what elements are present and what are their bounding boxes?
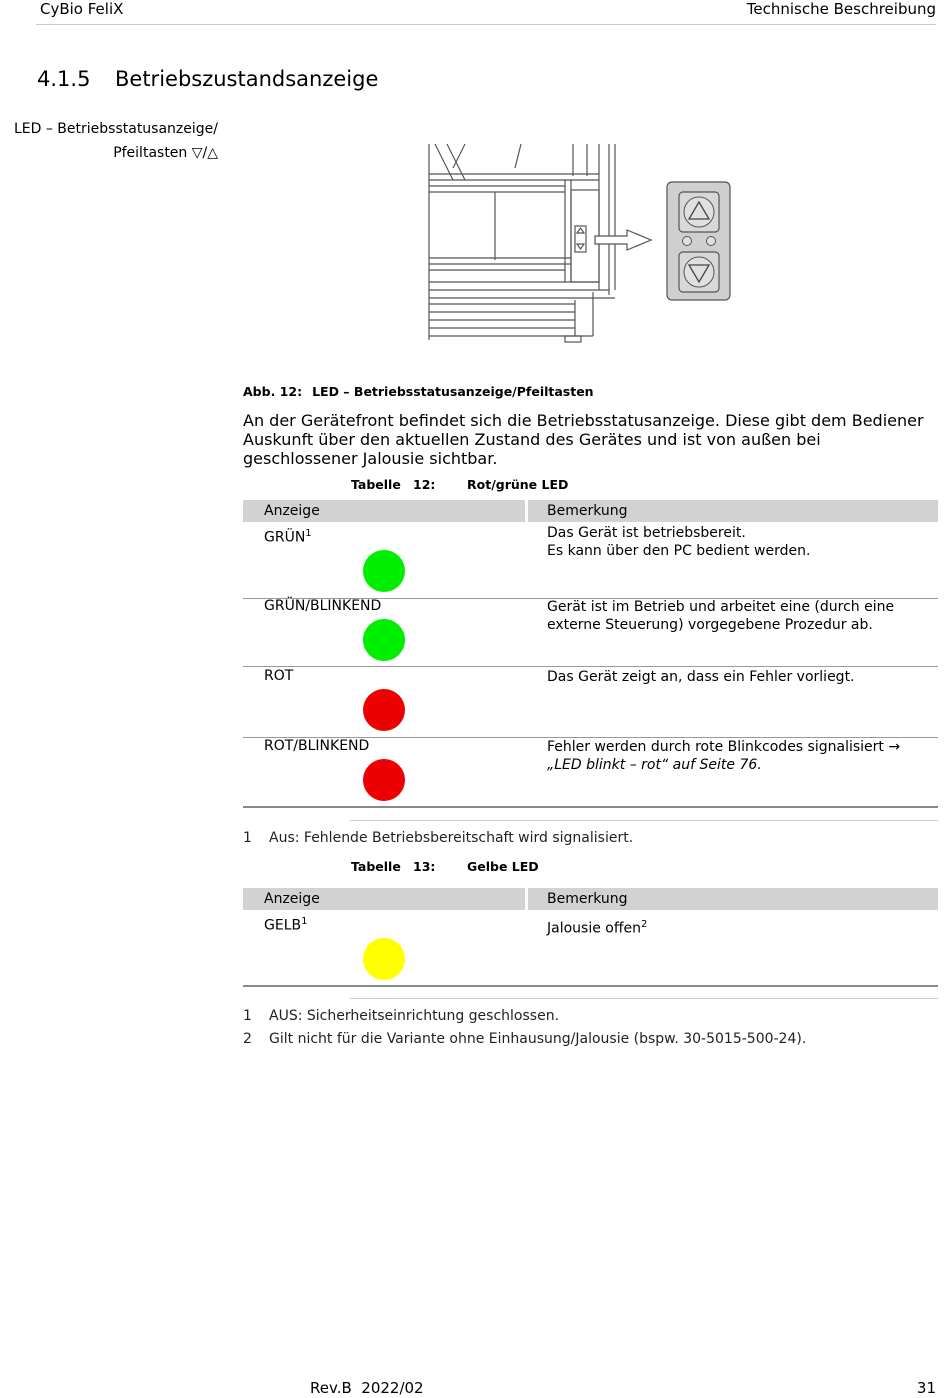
remark-line: Fehler werden durch rote Blinkcodes signalisiert → <box>547 739 901 755</box>
device-front-illustration <box>425 140 735 372</box>
table13-footnote-2 <box>243 1031 806 1047</box>
margin-note <box>0 117 218 165</box>
table13-header <box>243 888 938 910</box>
display-text: GELB <box>264 917 302 934</box>
led-green-blinking <box>363 619 405 661</box>
remark-cross-reference[interactable] <box>547 756 937 774</box>
cross-reference-link[interactable]: „LED blinkt – rot“ auf Seite 76. <box>547 757 762 773</box>
table13-caption <box>351 859 539 874</box>
table13-label: Tabelle <box>351 859 401 874</box>
table12-row2-remark <box>547 598 937 634</box>
display-text: GRÜN <box>264 529 306 546</box>
table12-row3-remark <box>547 668 937 686</box>
table12-row1-remark <box>547 524 937 560</box>
table12-row1-display <box>264 528 312 546</box>
remark-line: externe Steuerung) vorgegebene Prozedur ab. <box>547 617 873 633</box>
footnote-text: Aus: Fehlende Betriebsbereitschaft wird signalisiert. <box>269 830 634 846</box>
footnote-ref: 1 <box>301 916 308 927</box>
led-red-blinking <box>363 759 405 801</box>
table13-col-anzeige: Anzeige <box>243 888 525 910</box>
table12-caption <box>351 477 568 492</box>
footnote-divider <box>350 820 938 821</box>
footnote-ref: 2 <box>640 919 648 930</box>
table12-col-bemerkung: Bemerkung <box>528 500 938 522</box>
remark-line: Das Gerät ist betriebsbereit. <box>547 525 746 541</box>
section-title: Betriebszustandsanzeige <box>115 67 379 91</box>
footnote-text: AUS: Sicherheitseinrichtung geschlossen. <box>269 1008 560 1024</box>
remark-line: Gerät ist im Betrieb und arbeitet eine (durch eine <box>547 599 895 615</box>
margin-note-line2: Pfeiltasten ▽/△ <box>113 145 218 161</box>
footnote-text: Gilt nicht für die Variante ohne Einhausung/Jalousie (bspw. 30-5015-500-24). <box>269 1031 807 1047</box>
led-red <box>363 689 405 731</box>
footnote-divider <box>350 998 938 999</box>
figure-caption <box>243 384 594 399</box>
table12-row3-display: ROT <box>264 668 294 684</box>
margin-note-line1: LED – Betriebsstatusanzeige/ <box>13 121 218 137</box>
header-product-name: CyBio FeliX <box>40 0 124 18</box>
table12-header <box>243 500 938 522</box>
header-divider <box>36 24 936 25</box>
table-end-rule <box>243 985 938 987</box>
header-chapter-title: Technische Beschreibung <box>746 0 936 18</box>
footer-revision: Rev.B 2022/02 <box>310 1379 424 1397</box>
footer-page-number: 31 <box>916 1379 936 1397</box>
intro-paragraph: An der Gerätefront befindet sich die Betriebsstatusanzeige. Diese gibt dem Bediener Auskunft über den aktuellen Zustand des Gerätes und ist von außen bei geschlossener Jalousie sichtbar. <box>243 411 924 468</box>
table13-row1-display <box>264 916 307 934</box>
table13-col-bemerkung: Bemerkung <box>528 888 938 910</box>
table12-row4-remark <box>547 738 937 774</box>
table13-number: 13: <box>413 859 436 874</box>
led-yellow <box>363 938 405 980</box>
figure-label: Abb. 12: <box>243 384 303 399</box>
table-row-divider <box>243 666 938 667</box>
footnote-number: 1 <box>243 830 252 846</box>
led-green <box>363 550 405 592</box>
section-heading <box>37 67 378 91</box>
table-end-rule <box>243 806 938 808</box>
section-number: 4.1.5 <box>37 67 91 91</box>
remark-text: Jalousie offen <box>547 920 641 937</box>
remark-line: Das Gerät zeigt an, dass ein Fehler vorliegt. <box>547 669 855 685</box>
table13-title: Gelbe LED <box>467 859 539 874</box>
footnote-number: 1 <box>243 1008 252 1024</box>
remark-line: Es kann über den PC bedient werden. <box>547 543 811 559</box>
table12-number: 12: <box>413 477 436 492</box>
table13-row1-remark <box>547 916 937 938</box>
table13-footnote-1 <box>243 1008 559 1024</box>
table12-label: Tabelle <box>351 477 401 492</box>
table12-row2-display: GRÜN/BLINKEND <box>264 598 382 614</box>
figure-caption-text: LED – Betriebsstatusanzeige/Pfeiltasten <box>312 384 594 399</box>
footnote-number: 2 <box>243 1031 252 1047</box>
table12-title: Rot/grüne LED <box>467 477 569 492</box>
footnote-ref: 1 <box>305 528 312 539</box>
table12-col-anzeige: Anzeige <box>243 500 525 522</box>
table12-footnote <box>243 830 633 846</box>
table12-row4-display: ROT/BLINKEND <box>264 738 370 754</box>
